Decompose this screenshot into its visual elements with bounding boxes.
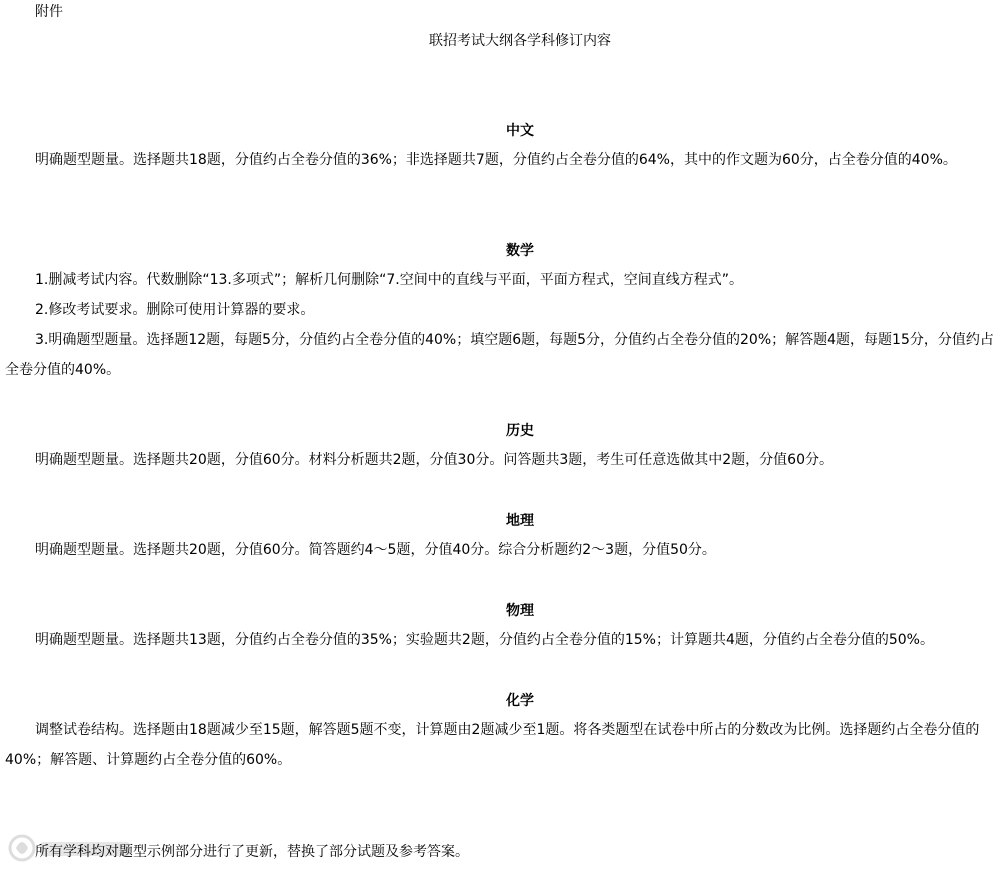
attachment-label: 附件 <box>35 4 63 20</box>
section-heading-chinese: 中文 <box>506 123 534 139</box>
section-heading-physics: 物理 <box>506 603 534 619</box>
section-heading-geography: 地理 <box>506 513 534 529</box>
section-paragraph-history-1: 明确题型题量。选择题共20题，分值60分。材料分析题共2题，分值30分。问答题共3题，考生可任意选做其中2题，分值60分。 <box>35 452 833 468</box>
section-paragraph-math-1: 1.删减考试内容。代数删除“13.多项式”；解析几何删除“7.空间中的直线与平面，平面方程式，空间直线方程式”。 <box>35 272 743 288</box>
section-paragraph-geography-1: 明确题型题量。选择题共20题，分值60分。简答题约4～5题，分值40分。综合分析题约2～3题，分值50分。 <box>35 542 716 558</box>
section-paragraph-math-3: 3.明确题型题量。选择题12题，每题5分，分值约占全卷分值的40%；填空题6题，每题5分，分值约占全卷分值的20%；解答题4题，每题15分，分值约占全卷分值的40%。 <box>5 332 994 378</box>
section-heading-history: 历史 <box>506 423 534 439</box>
section-paragraph-math-2: 2.修改考试要求。删除可使用计算器的要求。 <box>35 302 315 318</box>
footer-note: 所有学科均对题型示例部分进行了更新，替换了部分试题及参考答案。 <box>35 844 469 860</box>
section-paragraph-chemistry-1: 调整试卷结构。选择题由18题减少至15题，解答题5题不变，计算题由2题减少至1题。将各类题型在试卷中所占的分数改为比例。选择题约占全卷分值的40%；解答题、计算题约占全卷分值的60%。 <box>5 722 980 768</box>
section-paragraph-physics-1: 明确题型题量。选择题共13题，分值约占全卷分值的35%；实验题共2题，分值约占全卷分值的15%；计算题共4题，分值约占全卷分值的50%。 <box>35 632 934 648</box>
section-heading-chemistry: 化学 <box>506 693 534 709</box>
section-heading-math: 数学 <box>506 243 534 259</box>
section-paragraph-chinese-1: 明确题型题量。选择题共18题，分值约占全卷分值的36%；非选择题共7题，分值约占全卷分值的64%，其中的作文题为60分，占全卷分值的40%。 <box>35 152 957 168</box>
document-title: 联招考试大纲各学科修订内容 <box>429 33 611 49</box>
